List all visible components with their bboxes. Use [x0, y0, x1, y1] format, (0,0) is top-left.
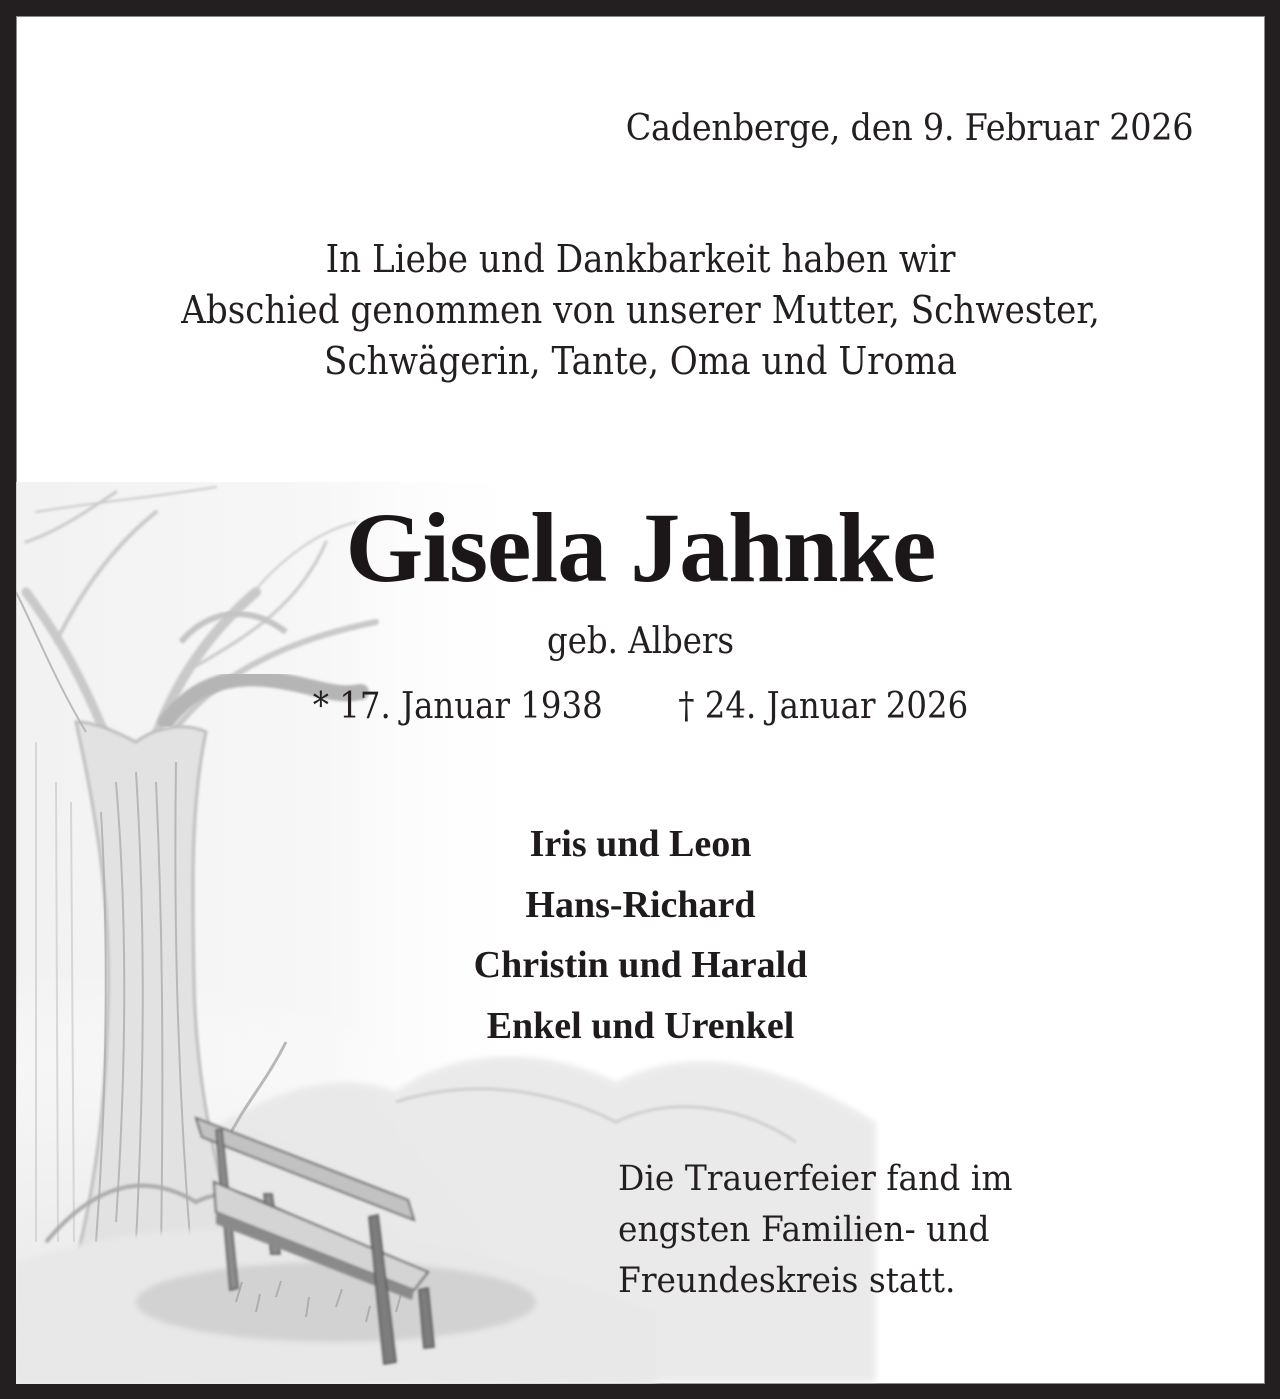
life-dates [78, 686, 1202, 727]
mourner: Iris und Leon [529, 823, 752, 865]
funeral-note-line: Freundeskreis statt. [618, 1261, 956, 1301]
mourner: Christin und Harald [473, 944, 808, 986]
intro-text [78, 234, 1202, 387]
death-date: † 24. Januar 2026 [678, 686, 969, 727]
funeral-note-line: engsten Familien- und [618, 1210, 990, 1250]
intro-line: In Liebe und Dankbarkeit haben wir [325, 237, 956, 281]
funeral-note-line: Die Trauerfeier fand im [618, 1159, 1013, 1199]
deceased-name: Gisela Jahnke [345, 492, 936, 603]
intro-line: Abschied genommen von unserer Mutter, Schwester, [181, 288, 1100, 332]
birth-date: * 17. Januar 1938 [312, 686, 603, 727]
obituary-notice [16, 16, 1265, 1384]
maiden-name: geb. Albers [546, 621, 735, 662]
mourners-list [16, 814, 1265, 1056]
funeral-note [618, 1154, 1013, 1307]
intro-line: Schwägerin, Tante, Oma und Uroma [324, 339, 957, 383]
mourner: Enkel und Urenkel [486, 1004, 795, 1047]
mourner: Hans-Richard [525, 883, 756, 926]
place-and-date: Cadenberge, den 9. Februar 2026 [625, 108, 1193, 149]
